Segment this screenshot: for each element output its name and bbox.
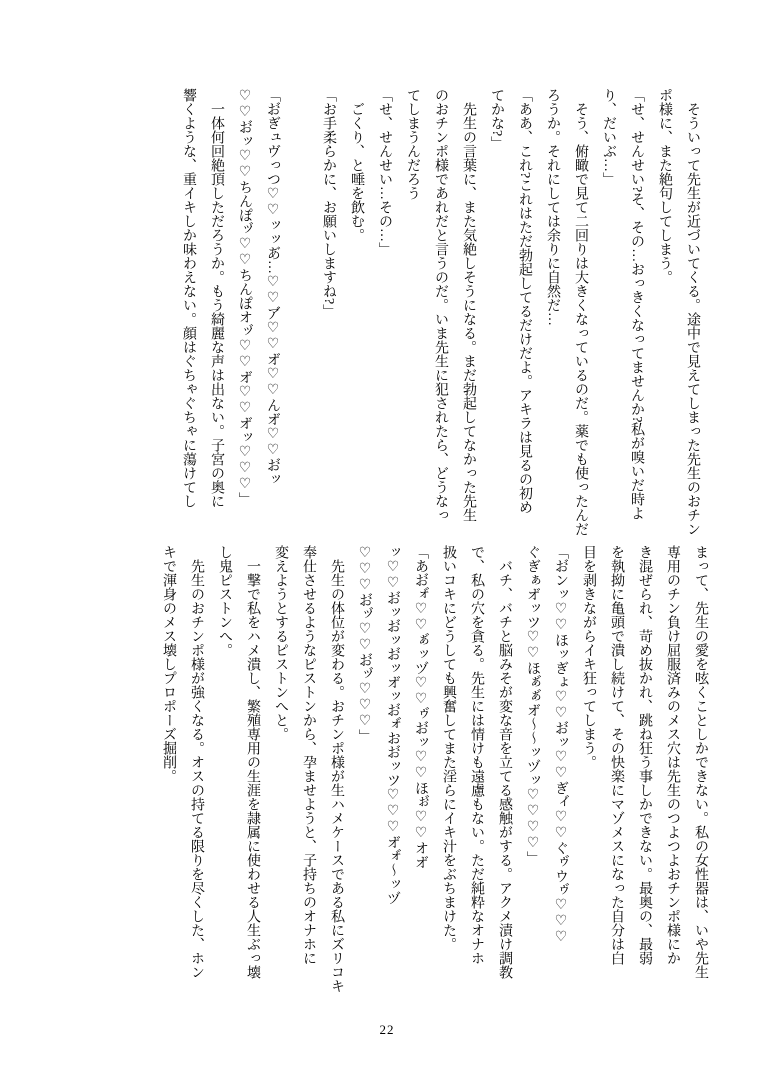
text-line: ぐぎぁオ゙ッツ♡♡ほぁ゙ぁ゙オ゙〜〜ッヅッ♡♡♡♡」: [525, 545, 540, 865]
page-number: 22: [379, 1022, 395, 1037]
text-line: てしまうんだろう: [405, 88, 420, 200]
text-line: 一体何回絶頂しただろうか。もう綺麗な声は出ない。子宮の奥に: [209, 88, 224, 508]
text-line: 「せ、せんせい…その…」: [377, 88, 392, 256]
text-line: まって、先生の愛を呟くことしかできない。私の女性器は、いや先生: [693, 545, 708, 979]
text-line: バチ、バチと脳みそが変な音を立てる感触がする。アクメ漬け調教: [497, 545, 512, 979]
text-line: 「あお゙ォ゙♡♡ぁ゙ッヅ♡♡ゥ゙お゙ッ♡♡ほぉ゙♡♡オオ゙: [413, 545, 428, 869]
text-line: 扱いコキにどうしても興奮してまた淫らにイキ汁をぶちまけた。: [441, 545, 456, 951]
text-line: のおチンポ様であれだと言うのだ。いま先生に犯されたら、どうなっ: [433, 88, 448, 522]
text-line: り、だいぶ…」: [601, 88, 616, 186]
text-line: 奉仕させるようなピストンから、孕ませようと、子持ちのオナホに: [301, 545, 316, 965]
text-line: 「せ、せんせい?そ、その…おっきくなってませんか?私が嗅いだ時よ: [629, 88, 644, 521]
text-line: てかな?」: [489, 88, 504, 151]
text-line: 先生のおチンポ様が強くなる。オスの持てる限りを尽くした、ホン: [189, 545, 204, 979]
text-line: を執拗に亀頭で潰し続けて、その快楽にマゾメスになった自分は白: [609, 545, 624, 965]
text-line: ♡♡お゙ッ♡♡ちんぽッ゙♡♡ちんぽオッ゙♡♡オ゙♡♡オ゙ッ♡♡♡」: [237, 88, 252, 506]
text-line: 「ああ、これ?これはただ勃起してるだけだよ。アキラは見るの初め: [517, 88, 532, 515]
top-text-block: [174, 88, 706, 538]
text-line: そういって先生が近づいてくる。途中で見えてしまった先生のおチン: [685, 88, 700, 536]
text-line: し鬼ピストンへ。: [217, 545, 232, 657]
text-line: ッ♡♡お゙ッお゙ッお゙ッオ゙ッお゙ォ゙おお゙ッツ♡♡♡オ゙ォ゙〜ッヅ: [385, 545, 400, 905]
text-line: ごくり、と唾を飲む。: [349, 88, 364, 242]
text-line: 一撃で私をハメ潰し、繁殖専用の生涯を隷属に使わせる人生ぶっ壊: [245, 545, 260, 979]
text-line: 響くような、重イキしか味わえない。顔はぐちゃぐちゃに蕩けてし: [181, 88, 196, 508]
text-line: で、私の穴を貪る。先生には情けも遠慮もない。ただ純粋なオナホ: [469, 545, 484, 965]
text-line: ♡♡♡お゙ッ゙♡♡お゙ッ゙♡♡♡」: [357, 545, 372, 743]
text-line: 変えようとするピストンへと。: [273, 545, 288, 741]
text-line: 先生の言葉に、また気絶しそうになる。まだ勃起してなかった先生: [461, 88, 476, 522]
text-line: ポ様に、また絶句してしまう。: [657, 88, 672, 284]
text-line: 専用のチン負け屈服済みのメス穴は先生のつよつよおチンポ様にか: [665, 545, 680, 965]
text-line: き混ぜられ、苛め抜かれ、跳ね狂う事しかできない。最奥の、最弱: [637, 545, 652, 965]
text-line: 先生の体位が変わる。おチンポ様が生ハメケースである私にズリコキ: [329, 545, 344, 993]
text-line: ろうか。それにしては余りに自然だ…: [545, 88, 560, 326]
text-line: 目を剥きながらイキ狂ってしまう。: [581, 545, 596, 769]
text-line: 「お゙ンッ♡♡ほッぎょ♡♡お゙ッ♡♡ぎィ゙♡♡ぐゥ゙ウゥ゙♡♡♡: [553, 545, 568, 945]
text-line: [286, 88, 314, 538]
bottom-text-block: [154, 545, 714, 1017]
text-line: そう、俯瞰で見て二回りは大きくなっているのだ。薬でも使ったんだ: [573, 88, 588, 536]
text-line: 「お手柔らかに、お願いしますね?」: [321, 88, 336, 319]
text-line: 「お゙ぎュヴっつ♡♡ッッあ゙…♡♡ア゙♡♡オ゙♡♡んオ゙♡♡お゙ッ: [265, 88, 280, 486]
text-line: キで渾身のメス壊しプロポーズ掘削。: [161, 545, 176, 783]
